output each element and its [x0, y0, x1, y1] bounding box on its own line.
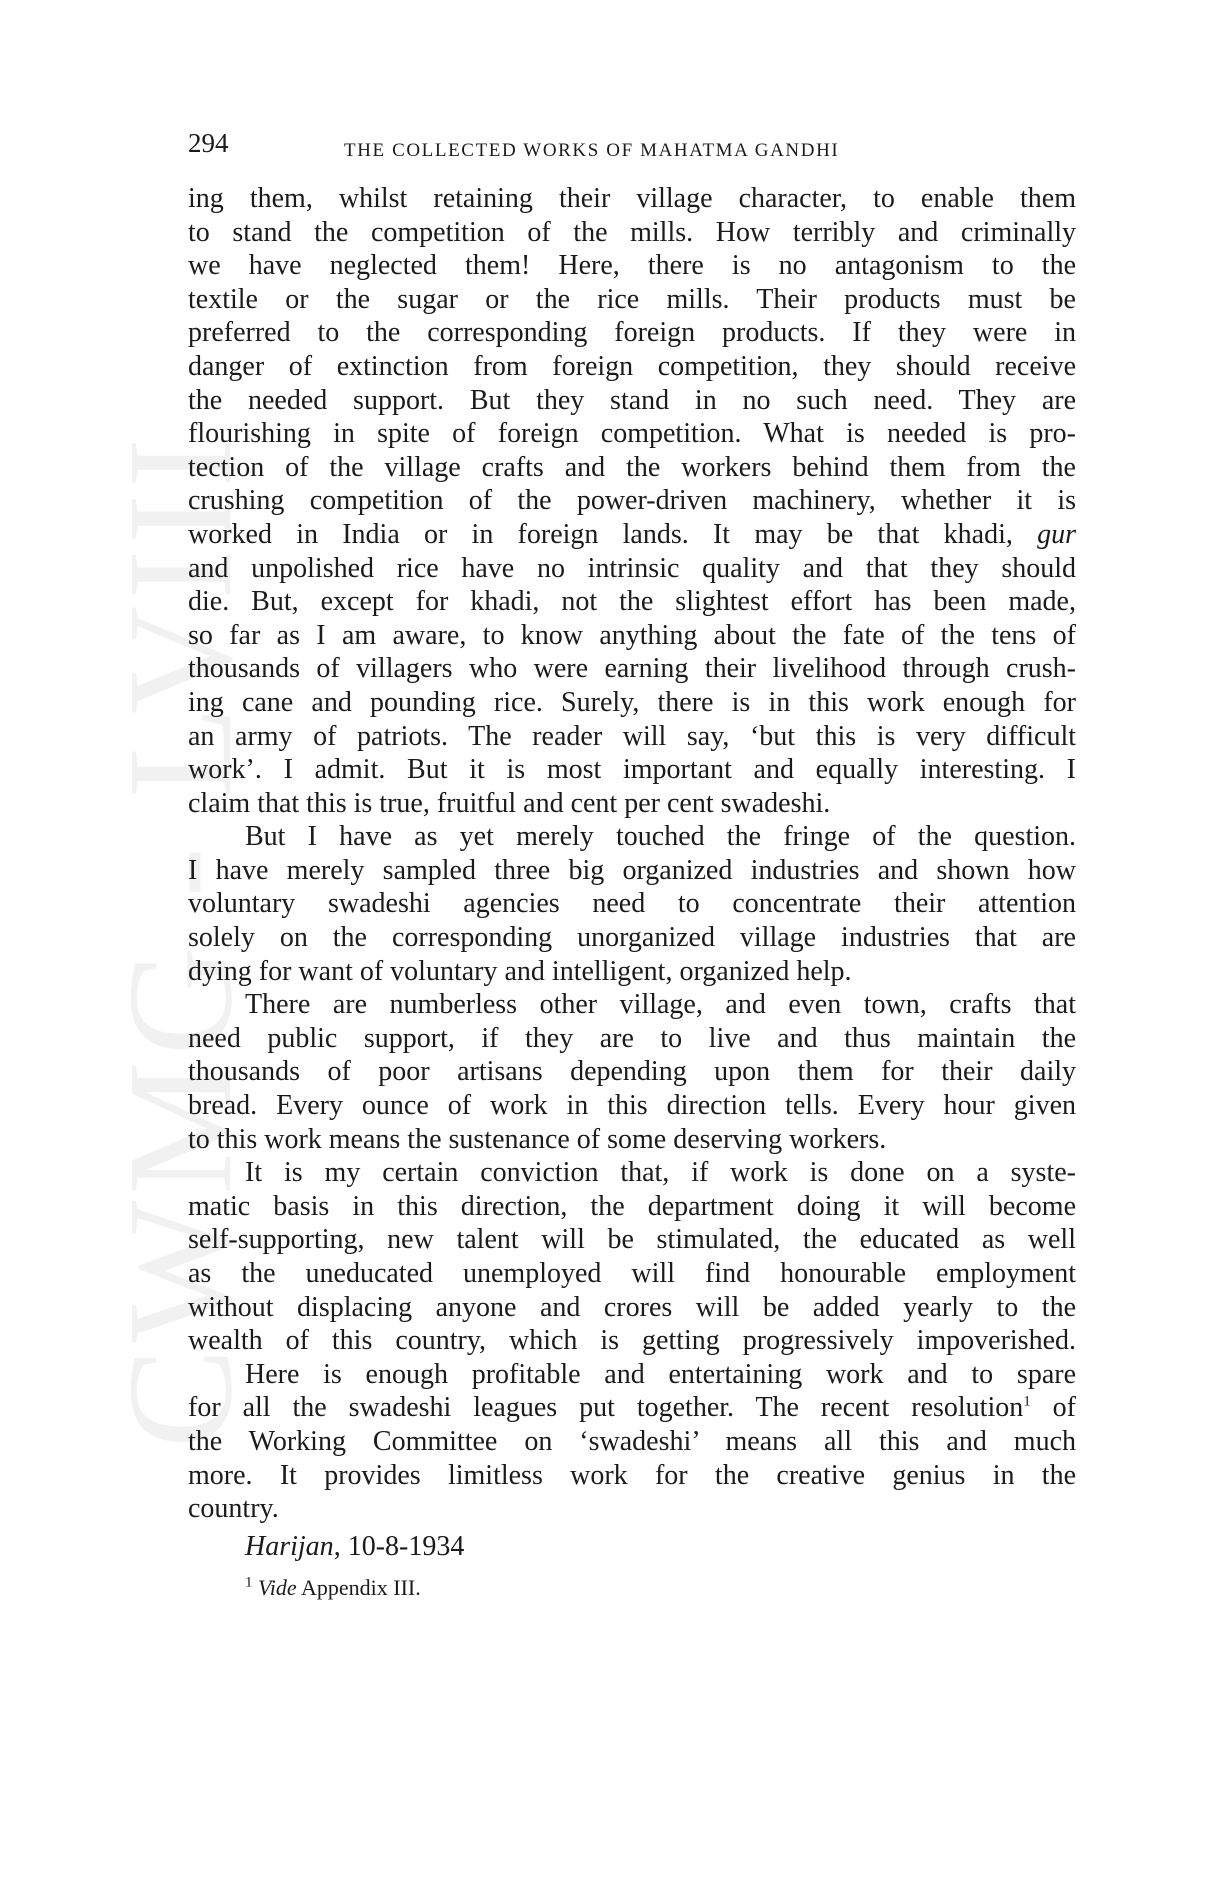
text-line: self-supporting, new talent will be stimulated, the educated as well — [188, 1224, 1076, 1256]
text-line: an army of patriots. The reader will say, ‘but this is very difficult — [188, 720, 1076, 752]
footnote-vide: Vide — [258, 1575, 297, 1600]
text-line: more. It provides limitless work for the creative genius in the — [188, 1459, 1076, 1491]
footnote-text: Appendix III. — [300, 1575, 421, 1600]
text-line: so far as I am aware, to know anything about the fate of the tens of — [188, 619, 1076, 651]
watermark-text: CWMG - LVIII — [97, 431, 263, 1449]
footnote-reference: 1 — [1023, 1394, 1031, 1411]
text-line: claim that this is true, fruitful and cent per cent swadeshi. — [188, 787, 831, 819]
paragraph-start-line: There are numberless other village, and even town, crafts that — [245, 989, 1076, 1021]
main-text — [188, 182, 1076, 1526]
text-segment: for all the swadeshi leagues put together. The recent resolution — [188, 1392, 1024, 1424]
text-line: ing them, whilst retaining their village character, to enable them — [188, 183, 1076, 214]
running-title: THE COLLECTED WORKS OF MAHATMA GANDHI — [344, 140, 840, 161]
text-line: matic basis in this direction, the department doing it will become — [188, 1190, 1076, 1222]
text-line: to this work means the sustenance of some deserving workers. — [188, 1123, 887, 1155]
footnote-marker: 1 — [245, 1574, 253, 1591]
page-header — [188, 128, 1080, 168]
text-line: ing cane and pounding rice. Surely, there is in this work enough for — [188, 686, 1076, 718]
text-line: tection of the village crafts and the workers behind them from the — [188, 451, 1076, 483]
italic-word-gur: gur — [1037, 518, 1076, 550]
text-line: and unpolished rice have no intrinsic quality and that they should — [188, 552, 1076, 584]
text-line: crushing competition of the power-driven machinery, whether it is — [188, 485, 1076, 517]
text-line: textile or the sugar or the rice mills. Their products must be — [188, 283, 1076, 315]
paragraph-start-line: It is my certain conviction that, if work is done on a syste- — [245, 1157, 1076, 1189]
text-line: to stand the competition of the mills. How terribly and criminally — [188, 216, 1076, 248]
text-line: we have neglected them! Here, there is no antagonism to the — [188, 250, 1076, 282]
text-line: die. But, except for khadi, not the slightest effort has been made, — [188, 586, 1076, 618]
text-line: need public support, if they are to live and thus maintain the — [188, 1022, 1076, 1054]
text-line: thousands of villagers who were earning their livelihood through crush- — [188, 653, 1076, 685]
page-number: 294 — [188, 128, 229, 158]
text-line: preferred to the corresponding foreign products. If they were in — [188, 317, 1076, 349]
text-line: I have merely sampled three big organized industries and shown how — [188, 854, 1076, 886]
text-line: danger of extinction from foreign competition, they should receive — [188, 350, 1076, 382]
text-line: bread. Every ounce of work in this direction tells. Every hour given — [188, 1090, 1076, 1122]
source-publication: Harijan — [245, 1531, 334, 1562]
text-line: dying for want of voluntary and intelligent, organized help. — [188, 955, 852, 987]
text-segment: worked in India or in foreign lands. It may be that khadi, — [188, 518, 1013, 550]
text-line: without displacing anyone and crores will be added yearly to the — [188, 1291, 1076, 1323]
source-separator: , — [333, 1531, 348, 1562]
text-line-with-footnote — [188, 1391, 1076, 1425]
text-line: solely on the corresponding unorganized village industries that are — [188, 922, 1076, 954]
text-line: as the uneducated unemployed will find honourable employment — [188, 1258, 1076, 1289]
text-line: the needed support. But they stand in no such need. They are — [188, 384, 1076, 416]
text-line-with-gur — [188, 518, 1076, 552]
paragraph-start-line: Here is enough profitable and entertaining work and to spare — [245, 1358, 1076, 1390]
text-line: voluntary swadeshi agencies need to concentrate their attention — [188, 888, 1076, 920]
source-date: 10-8-1934 — [347, 1531, 465, 1562]
text-line: country. — [188, 1493, 279, 1525]
source-citation — [245, 1530, 464, 1563]
text-line: the Working Committee on ‘swadeshi’ means all this and much — [188, 1425, 1076, 1457]
text-segment: of — [1052, 1392, 1076, 1424]
text-line: thousands of poor artisans depending upon them for their daily — [188, 1056, 1076, 1088]
text-line: work’. I admit. But it is most important and equally interesting. I — [188, 754, 1076, 786]
paragraph-start-line: But I have as yet merely touched the fringe of the question. — [245, 821, 1076, 853]
text-line: flourishing in spite of foreign competition. What is needed is pro- — [188, 418, 1076, 450]
footnote — [245, 1574, 421, 1602]
text-line: wealth of this country, which is getting progressively impoverished. — [188, 1325, 1076, 1357]
